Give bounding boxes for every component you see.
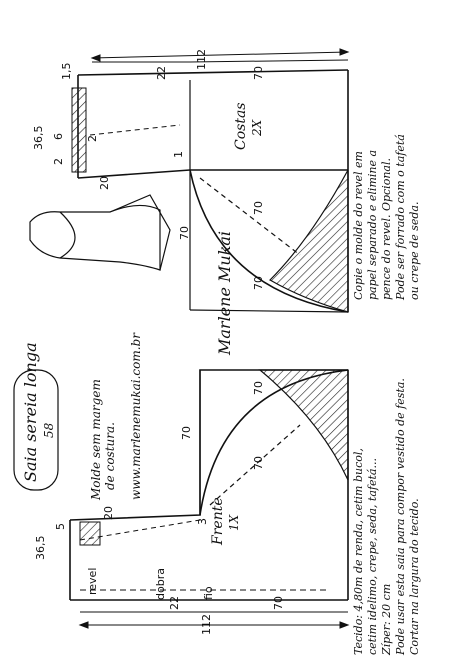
right-note-1: Copie o molde do revel em: [352, 151, 365, 300]
front-dim-36-5: 36,5: [34, 535, 47, 560]
back-name: [233, 103, 264, 150]
back-dim-70-b: 70: [252, 201, 265, 215]
fabric-note-5: Cortar na largura do tecido.: [408, 498, 421, 655]
fabric-note-4: Pode usar esta saia para compor vestido de festa.: [394, 378, 407, 655]
fabric-note-2: cetim idelimo, crepe, seda, tafetá...: [366, 458, 379, 655]
back-waist-facing: [72, 88, 86, 172]
back-dim-22: 22: [155, 66, 168, 80]
back-dim-2: 2: [86, 135, 99, 142]
front-qty: 1X: [227, 514, 241, 531]
back-dim-1: 1: [172, 151, 185, 158]
back-qty: 2X: [250, 119, 264, 136]
front-dimension-112: [80, 612, 348, 628]
skirt-sketch: [30, 195, 170, 270]
fabric-note-1: Tecido: 4,80m de renda, cetim bucol,: [352, 448, 365, 655]
back-dim-20: 20: [98, 176, 111, 190]
back-dim-70-a: 70: [178, 226, 191, 240]
right-note-4: Pode ser forrado com o tafetá: [394, 134, 407, 300]
front-dim-22: 22: [168, 596, 181, 610]
front-dim-112: 112: [200, 614, 213, 635]
front-dim-70-b: 70: [252, 456, 265, 470]
back-bottom-line: [190, 310, 348, 312]
signature: [215, 231, 234, 356]
front-dim-70-c: 70: [252, 381, 265, 395]
front-dim-5: 5: [54, 523, 67, 530]
right-notes: [352, 134, 421, 301]
website-note: [129, 332, 143, 500]
website-text: www.marlenemukai.com.br: [129, 333, 143, 500]
back-side-line: [78, 170, 348, 178]
fabric-notes: [352, 378, 421, 656]
back-dim-112: 112: [195, 49, 208, 70]
front-dim-3: 3: [196, 518, 209, 525]
back-dim-small-2: 2: [52, 158, 65, 165]
right-note-5: ou crepe de seda.: [408, 201, 421, 300]
back-name-text: Costas: [233, 102, 249, 150]
fabric-note-3: Zíper: 20 cm: [380, 583, 393, 655]
title-block: [14, 342, 58, 490]
front-fio: fio: [202, 586, 215, 600]
front-name-text: Frente: [210, 497, 226, 545]
front-waist-facing: [80, 522, 100, 545]
title-line1: Saia sereia longa: [21, 342, 40, 482]
back-dimension-112: [92, 49, 348, 61]
front-dim-70: 70: [272, 596, 285, 610]
front-dim-20: 20: [102, 506, 115, 520]
front-name: [210, 497, 241, 546]
back-dim-1-5: 1,5: [60, 62, 73, 80]
title-line2: 58: [42, 422, 56, 438]
front-hatched-area: [260, 370, 348, 480]
molde-notes: [89, 379, 117, 501]
molde-line1: Molde sem margem: [89, 379, 103, 500]
front-dim-70-a: 70: [180, 426, 193, 440]
right-note-3: pence do revel. Opcional.: [380, 158, 393, 300]
back-dim-36-5: 36,5: [32, 125, 45, 150]
signature-text: Marlene Mukai: [215, 230, 234, 355]
right-note-2: papel separado e elimine a: [366, 149, 379, 300]
back-dim-6: 6: [52, 133, 65, 140]
back-dim-70-c: 70: [252, 276, 265, 290]
back-hip-dashed: [90, 125, 180, 135]
back-dim-70: 70: [252, 66, 265, 80]
front-dobra: dobra: [154, 568, 167, 600]
back-top-line: [78, 70, 348, 75]
front-revel: revel: [86, 567, 99, 595]
molde-line2: de costura.: [103, 422, 117, 490]
